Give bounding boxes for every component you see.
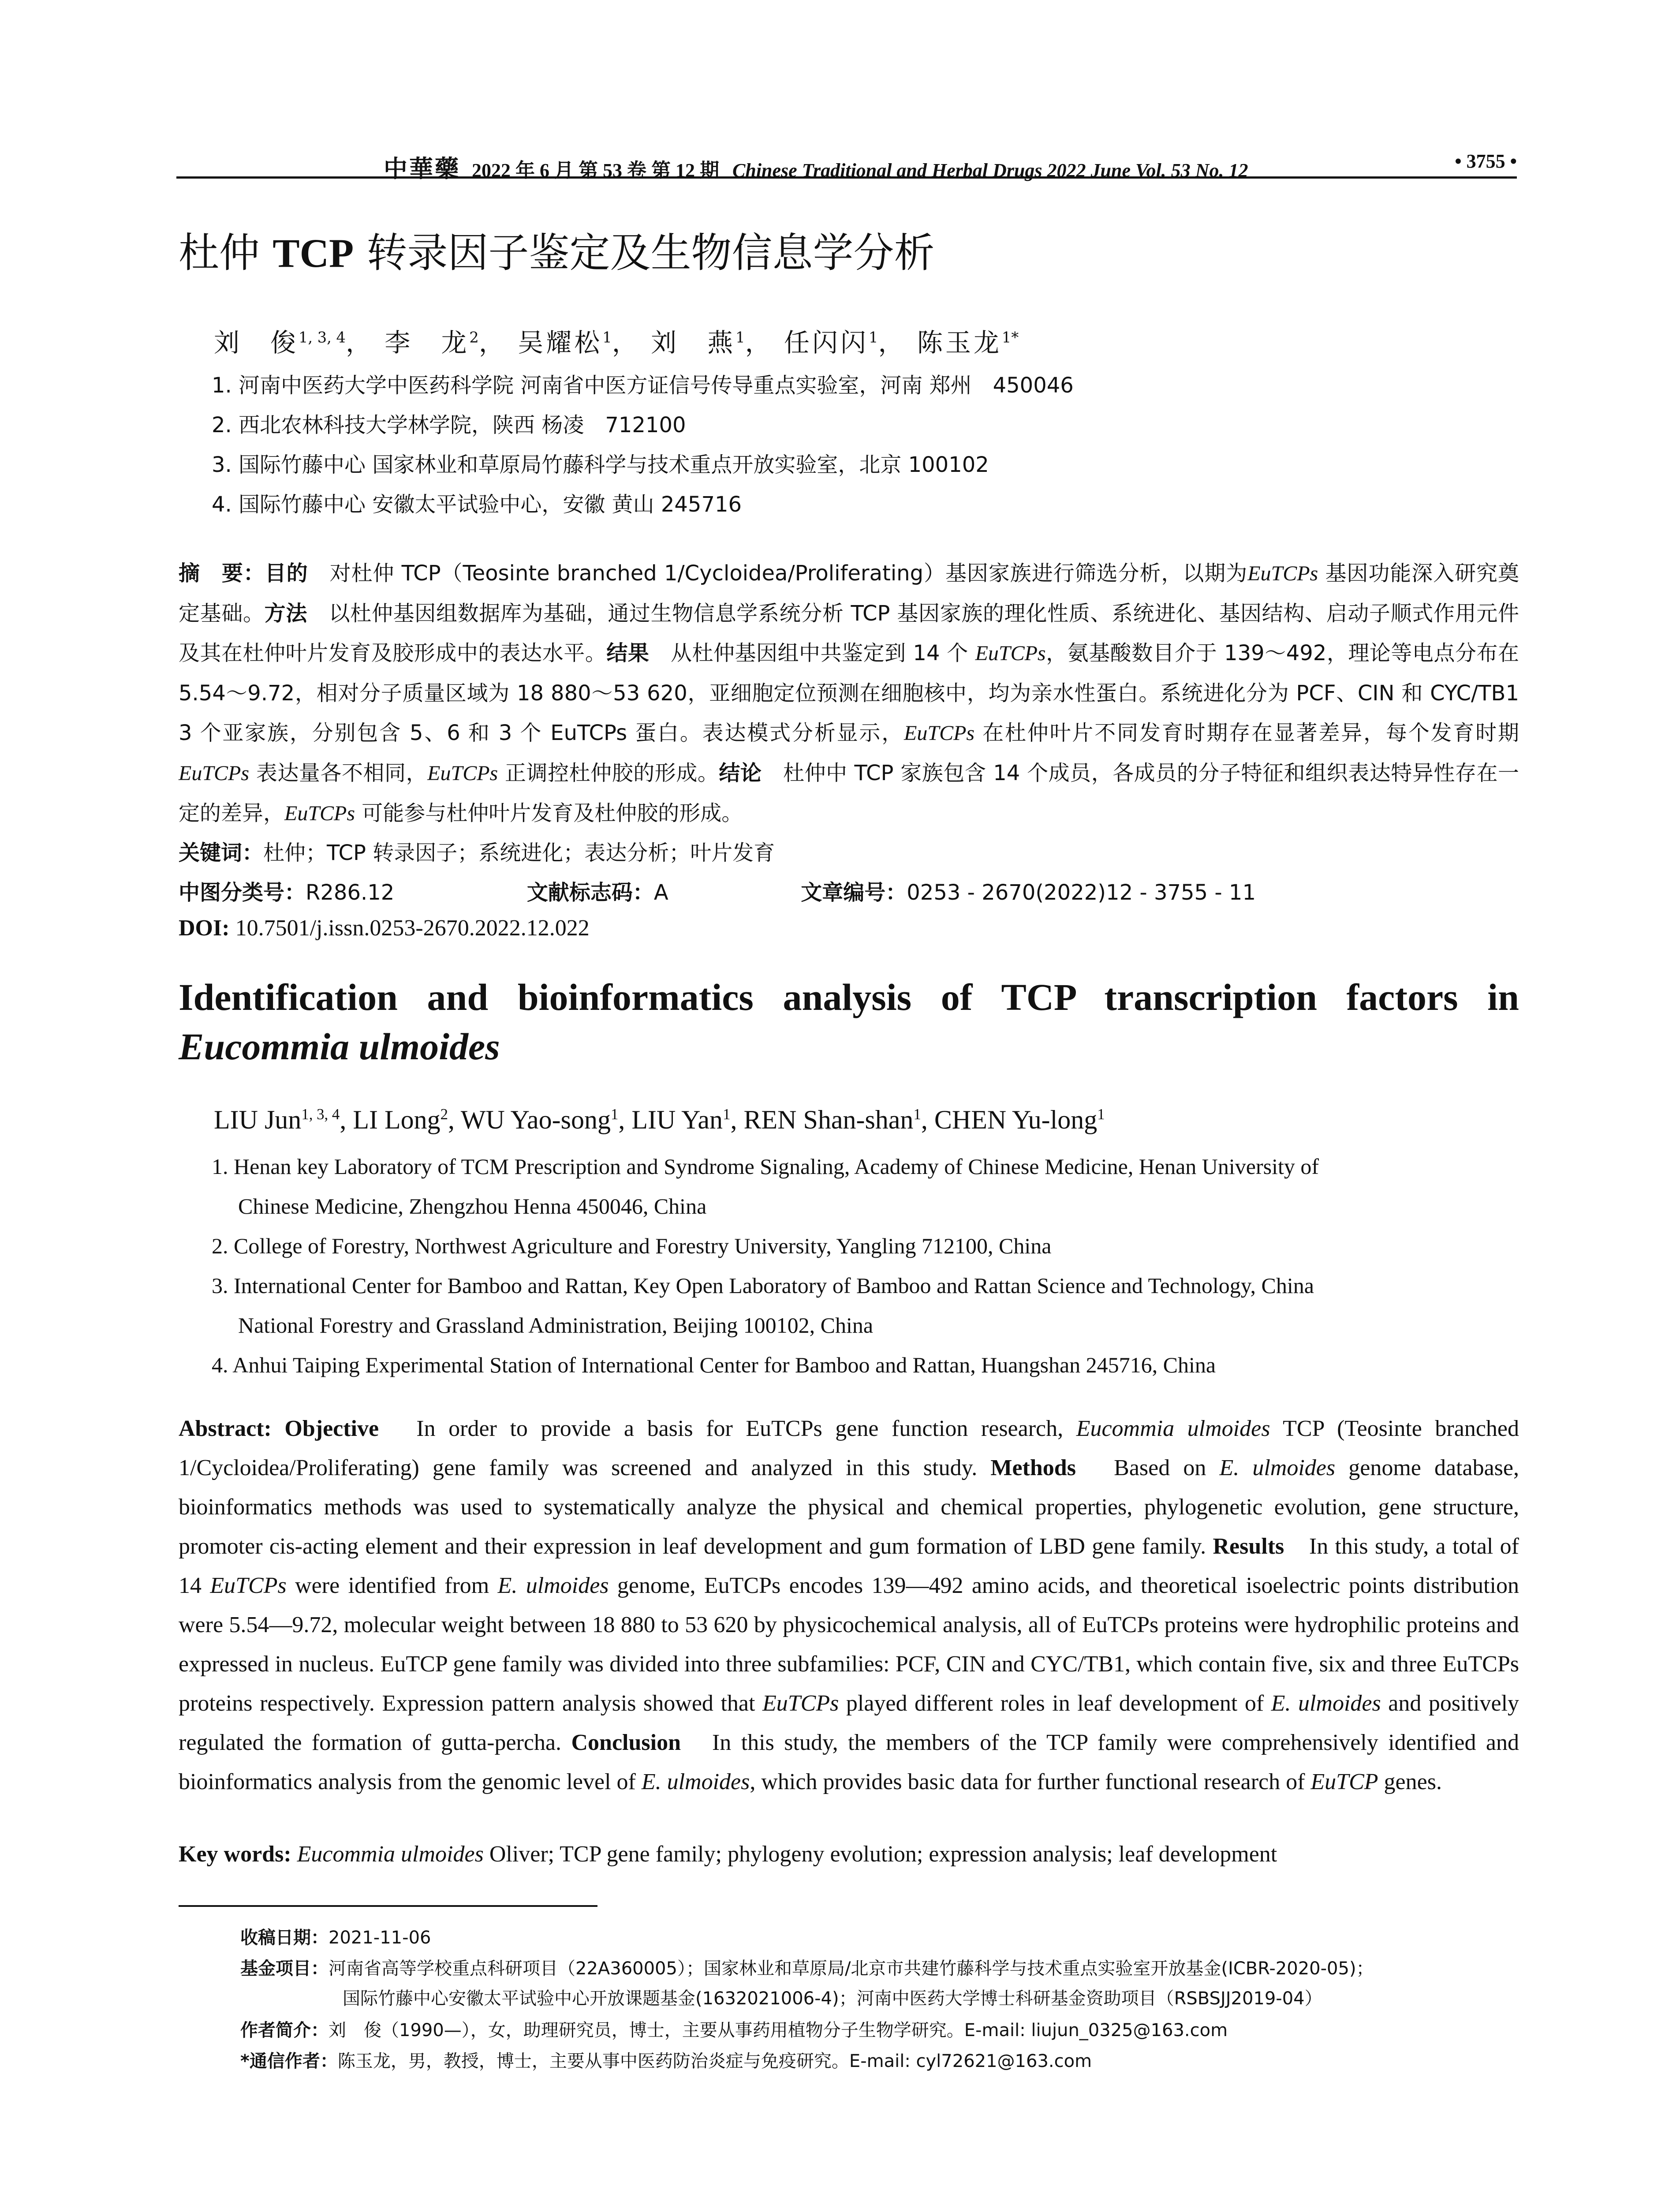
authors-cn bbox=[214, 322, 1019, 359]
author-sep: , bbox=[448, 1105, 461, 1134]
received-label: 收稿日期： bbox=[240, 1928, 329, 1948]
title-cn bbox=[179, 220, 935, 279]
abstract-en-text: were identified from bbox=[286, 1573, 498, 1598]
author-sup: 1 bbox=[610, 1106, 619, 1123]
gene-name: EuTCPs bbox=[284, 802, 355, 825]
abstract-cn-text: 基因功能深入研究奠定基础。 bbox=[179, 561, 1519, 626]
abstract-en-text: Based on bbox=[1075, 1455, 1220, 1480]
species-name: E. ulmoides bbox=[1219, 1455, 1336, 1480]
author-bio-text: 刘 俊（1990—），女，助理研究员，博士，主要从事药用植物分子生物学研究。E-mail: liujun_0325@163.com bbox=[329, 2020, 1228, 2041]
author-sep: , bbox=[340, 1105, 353, 1134]
abstract-en-text: TCP (Teosinte branched 1/Cycloidea/Proliferating) gene family was screened and analyzed in this study. bbox=[179, 1416, 1519, 1480]
author-sup: 1, 3, 4 bbox=[301, 1106, 340, 1123]
species-name: E. ulmoides bbox=[497, 1573, 609, 1598]
title-en-line2: Eucommia ulmoides bbox=[179, 1025, 500, 1068]
abstract-cn-label: 摘 要：目的 bbox=[179, 561, 308, 586]
author-name: LIU Yan bbox=[631, 1105, 723, 1134]
abstract-cn-text: ，氨基酸数目介于 139～492，理论等电点分布在 5.54～9.72，相对分子质量区域为 18 880～53 620，亚细胞定位预测在细胞核中，均为亲水性蛋白。系统进化分为 PCF、CIN 和 CYC/TB1 3 个亚家族，分别包含 5、6 和 3 个 EuTCPs 蛋白。表达模式分析显示， bbox=[179, 641, 1519, 745]
keywords-cn bbox=[179, 836, 775, 866]
species-name: Eucommia ulmoides bbox=[1076, 1416, 1270, 1441]
doc-code-label: 文献标志码： bbox=[526, 880, 654, 905]
affiliation-en-main: 1. Henan key Laboratory of TCM Prescription and Syndrome Signaling, Academy of Chinese Medicine, Henan University of bbox=[212, 1154, 1319, 1179]
keywords-en-label: Key words: bbox=[179, 1842, 291, 1867]
abstract-cn-text: 在杜仲叶片不同发育时期存在显著差异，每个发育时期 bbox=[974, 721, 1519, 745]
abstract-cn-text: 可能参与杜仲叶片发育及杜仲胶的形成。 bbox=[355, 801, 743, 826]
keywords-cn-label: 关键词： bbox=[179, 841, 264, 865]
affiliation-cn: 4. 国际竹藤中心 安徽太平试验中心，安徽 黄山 245716 bbox=[212, 492, 742, 517]
abstract-cn-text: 杜仲中 TCP 家族包含 14 个成员，各成员的分子特征和组织表达特异性存在一定的差异， bbox=[179, 761, 1519, 826]
fund-label: 基金项目： bbox=[240, 1958, 329, 1979]
species-name: E. ulmoides bbox=[1271, 1691, 1381, 1716]
author-sup: 2 bbox=[469, 329, 479, 346]
gene-name: EuTCP bbox=[1310, 1769, 1378, 1794]
author-cn bbox=[518, 328, 640, 358]
author-en bbox=[214, 1105, 353, 1134]
header-journal-info bbox=[384, 150, 1252, 184]
affiliation-cn: 2. 西北农林科技大学林学院，陕西 杨凌 712100 bbox=[212, 413, 686, 437]
affiliation-cn: 1. 河南中医药大学中医药科学院 河南省中医方证信号传导重点实验室，河南 郑州 450046 bbox=[212, 373, 1074, 398]
header-rule bbox=[176, 176, 1517, 179]
journal-logo: 中華藥 bbox=[384, 154, 460, 183]
author-sep: ， bbox=[878, 328, 907, 358]
abstract-en-text: In order to provide a basis for EuTCPs gene function research, bbox=[379, 1416, 1076, 1441]
article-no-value: 0253 - 2670(2022)12 - 3755 - 11 bbox=[907, 880, 1256, 905]
author-cn bbox=[214, 328, 374, 358]
abstract-en-text: , which provides basic data for further functional research of bbox=[750, 1769, 1311, 1794]
author-en bbox=[461, 1105, 631, 1134]
author-sup: 2 bbox=[440, 1106, 448, 1123]
gene-name: EuTCPs bbox=[210, 1573, 287, 1598]
running-header bbox=[176, 146, 1517, 181]
author-sep: , bbox=[618, 1105, 632, 1134]
title-en-line1: Identification and bioinformatics analysis of TCP transcription factors in bbox=[179, 976, 1519, 1018]
author-name: 刘 俊 bbox=[214, 328, 299, 358]
author-sup: 1 bbox=[1097, 1106, 1105, 1123]
footnote-correspondence bbox=[240, 2046, 1519, 2076]
doi-line bbox=[179, 915, 590, 941]
author-sup: 1, 3, 4 bbox=[299, 329, 346, 346]
gene-name: EuTCPs bbox=[179, 762, 250, 785]
author-name: 刘 燕 bbox=[651, 328, 736, 358]
abstract-en-text: and positively regulated the formation of gutta-percha. bbox=[179, 1691, 1519, 1755]
affiliation-en bbox=[212, 1147, 1519, 1226]
abstract-cn-text: 表达量各不相同， bbox=[249, 761, 428, 785]
abstract-en-label: Methods bbox=[990, 1455, 1076, 1480]
author-sup: 1 bbox=[723, 1106, 731, 1123]
author-sup: 1* bbox=[1001, 329, 1019, 346]
author-name: 李 龙 bbox=[385, 328, 470, 358]
keywords-en bbox=[179, 1841, 1277, 1867]
gene-name: EuTCPs bbox=[975, 642, 1046, 665]
classification-line bbox=[179, 875, 1256, 906]
keywords-cn-text: 杜仲；TCP 转录因子；系统进化；表达分析；叶片发育 bbox=[263, 841, 775, 865]
abstract-en-label: Conclusion bbox=[571, 1730, 681, 1755]
author-en bbox=[934, 1105, 1105, 1134]
corr-label: *通信作者： bbox=[240, 2051, 338, 2071]
affiliation-cn: 3. 国际竹藤中心 国家林业和草原局竹藤科学与技术重点开放实验室，北京 100102 bbox=[212, 452, 989, 477]
authors-en bbox=[214, 1105, 1105, 1135]
abstract-en-text: genome, EuTCPs encodes 139—492 amino acids, and theoretical isoelectric points distribution were 5.54—9.72, molecular weight between 18 880 to 53 620 by physicochemical analysis, all of EuTCPs proteins were hydrophilic proteins and expressed in nucleus. EuTCP gene family was divided into three subfamilies: PCF, CIN and CYC/TB1, which contain five, six and three EuTCPs proteins respectively. Expression pattern analysis showed that bbox=[179, 1573, 1519, 1716]
doi-link[interactable]: 10.7501/j.issn.0253-2670.2022.12.022 bbox=[229, 916, 590, 941]
title-en bbox=[179, 972, 1519, 1071]
author-name: CHEN Yu-long bbox=[934, 1105, 1098, 1134]
author-sep: , bbox=[730, 1105, 744, 1134]
author-sep: ， bbox=[345, 328, 374, 358]
affiliation-en-main: 3. International Center for Bamboo and Rattan, Key Open Laboratory of Bamboo and Rattan Science and Technology, China bbox=[212, 1273, 1314, 1298]
gene-name: EuTCPs bbox=[1247, 562, 1318, 585]
footnote-received bbox=[240, 1923, 1519, 1953]
fund-text-cont: 国际竹藤中心安徽太平试验中心开放课题基金(1632021006-4)；河南中医药大学博士科研基金资助项目（RSBSJJ2019-04） bbox=[343, 1988, 1322, 2009]
species-name: E. ulmoides bbox=[641, 1769, 750, 1794]
affiliation-en bbox=[212, 1226, 1519, 1266]
abstract-cn bbox=[179, 553, 1519, 833]
abstract-en-label: Abstract: Objective bbox=[179, 1416, 379, 1441]
footnote-fund bbox=[240, 1954, 1519, 2014]
received-date: 2021-11-06 bbox=[329, 1928, 431, 1948]
abstract-en-text: played different roles in leaf development of bbox=[839, 1691, 1271, 1716]
abstract-en bbox=[179, 1409, 1519, 1801]
author-cn bbox=[917, 328, 1019, 358]
abstract-en-text: In this study, the members of the TCP family were comprehensively identified and bioinformatics analysis from the genomic level of bbox=[179, 1730, 1519, 1794]
author-sep: ， bbox=[478, 328, 507, 358]
species-name: Eucommia ulmoides bbox=[291, 1842, 484, 1867]
author-en bbox=[743, 1105, 934, 1134]
clc-value: R286.12 bbox=[306, 880, 395, 905]
abstract-cn-text: 对杜仲 TCP（Teosinte branched 1/Cycloidea/Proliferating）基因家族进行筛选分析，以期为 bbox=[308, 561, 1248, 586]
article-no-label: 文章编号： bbox=[801, 880, 907, 905]
doc-code-value: A bbox=[653, 880, 668, 905]
author-name: 吴耀松 bbox=[518, 328, 603, 358]
abstract-en-label: Results bbox=[1213, 1534, 1284, 1559]
title-cn-tcp: TCP bbox=[273, 231, 354, 276]
abstract-en-text: In this study, a total of 14 bbox=[179, 1534, 1519, 1598]
affiliation-en-main: 4. Anhui Taiping Experimental Station of International Center for Bamboo and Rattan, Huangshan 245716, China bbox=[212, 1353, 1216, 1377]
affiliation-en bbox=[212, 1266, 1519, 1345]
abstract-cn-label: 方法 bbox=[264, 601, 307, 626]
title-cn-part: 转录因子鉴定及生物信息学分析 bbox=[354, 229, 935, 277]
abstract-cn-text: 从杜仲基因组中共鉴定到 14 个 bbox=[649, 641, 975, 665]
header-issue-cn: 2022 年 6 月 第 53 卷 第 12 期 bbox=[472, 160, 719, 181]
abstract-en-text: genes. bbox=[1378, 1769, 1442, 1794]
affiliation-en bbox=[212, 1345, 1519, 1385]
gene-name: EuTCPs bbox=[427, 762, 498, 785]
author-name: WU Yao-song bbox=[460, 1105, 611, 1134]
author-name: 任闪闪 bbox=[784, 328, 869, 358]
abstract-cn-text: 正调控杜仲胶的形成。 bbox=[498, 761, 719, 785]
author-bio-label: 作者简介： bbox=[240, 2020, 329, 2041]
author-name: LIU Jun bbox=[214, 1105, 302, 1134]
author-sep: ， bbox=[745, 328, 773, 358]
author-en bbox=[353, 1105, 461, 1134]
affiliation-en-cont: National Forestry and Grassland Administration, Beijing 100102, China bbox=[238, 1313, 874, 1338]
abstract-en-text: genome database, bioinformatics methods was used to systematically analyze the physical and chemical properties, phylogenetic evolution, gene structure, promoter cis-acting element and their expression in leaf development and gum formation of LBD gene family. bbox=[179, 1455, 1519, 1559]
gene-name: EuTCPs bbox=[762, 1691, 839, 1716]
author-sup: 1 bbox=[602, 329, 612, 346]
gene-name: EuTCPs bbox=[904, 721, 975, 745]
keywords-en-text: Oliver; TCP gene family; phylogeny evolution; expression analysis; leaf development bbox=[483, 1842, 1277, 1867]
corr-text: 陈玉龙，男，教授，博士，主要从事中医药防治炎症与免疫研究。E-mail: cyl72621@163.com bbox=[337, 2051, 1092, 2071]
clc-label: 中图分类号： bbox=[179, 880, 306, 905]
author-name: REN Shan-shan bbox=[743, 1105, 914, 1134]
abstract-cn-label: 结果 bbox=[606, 641, 650, 665]
author-name: 陈玉龙 bbox=[917, 328, 1002, 358]
author-cn bbox=[651, 328, 773, 358]
doi-label: DOI: bbox=[179, 916, 230, 941]
header-journal-en: Chinese Traditional and Herbal Drugs 2022 June Vol. 53 No. 12 bbox=[732, 160, 1248, 181]
author-en bbox=[631, 1105, 743, 1134]
footnote-rule bbox=[179, 1905, 597, 1907]
author-sep: ， bbox=[612, 328, 640, 358]
author-sup: 1 bbox=[735, 329, 745, 346]
author-cn bbox=[385, 328, 507, 358]
footnote-author bbox=[240, 2015, 1519, 2045]
fund-text: 河南省高等学校重点科研项目（22A360005）；国家林业和草原局/北京市共建竹藤科学与技术重点实验室开放基金(ICBR-2020-05)； bbox=[329, 1958, 1374, 1979]
affiliation-en-main: 2. College of Forestry, Northwest Agriculture and Forestry University, Yangling 712100, China bbox=[212, 1233, 1052, 1258]
abstract-cn-text: 以杜仲基因组数据库为基础，通过生物信息学系统分析 TCP 基因家族的理化性质、系统进化、基因结构、启动子顺式作用元件及其在杜仲叶片发育及胶形成中的表达水平。 bbox=[179, 601, 1519, 665]
author-name: LI Long bbox=[353, 1105, 441, 1134]
author-sep: , bbox=[921, 1105, 934, 1134]
abstract-cn-label: 结论 bbox=[719, 761, 762, 785]
author-cn bbox=[784, 328, 906, 358]
title-cn-part: 杜仲 bbox=[179, 229, 273, 277]
author-sup: 1 bbox=[869, 329, 878, 346]
affiliation-en-cont: Chinese Medicine, Zhengzhou Henna 450046, China bbox=[238, 1194, 707, 1218]
page-number: • 3755 • bbox=[1455, 150, 1517, 172]
author-sup: 1 bbox=[913, 1106, 921, 1123]
